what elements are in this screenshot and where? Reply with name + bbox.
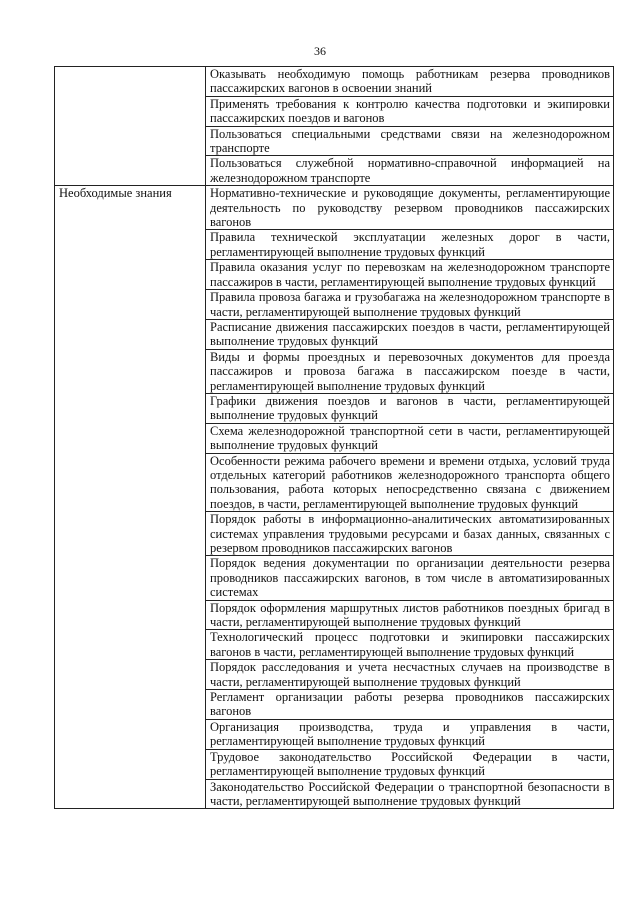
skill-row-text: Пользоваться служебной нормативно-справочной информацией на железнодорожном транспорте	[206, 156, 614, 186]
knowledge-row-text: Правила провоза багажа и грузобагажа на железнодорожном транспорте в части, регламентирующей выполнение трудовых функций	[206, 290, 614, 320]
skill-row-text: Оказывать необходимую помощь работникам резерва проводников пассажирских вагонов в освоении знаний	[206, 67, 614, 97]
skill-row-text: Применять требования к контролю качества подготовки и экипировки пассажирских поездов и вагонов	[206, 96, 614, 126]
page-number: 36	[314, 44, 326, 58]
knowledge-row-text: Порядок оформления маршрутных листов работников поездных бригад в части, регламентирующей выполнение трудовых функций	[206, 600, 614, 630]
knowledge-row-text: Порядок ведения документации по организации деятельности резерва проводников пассажирских вагонов, в том числе в автоматизированных системах	[206, 556, 614, 600]
knowledge-row-text: Схема железнодорожной транспортной сети в части, регламентирующей выполнение трудовых функций	[206, 423, 614, 453]
skill-row-text: Пользоваться специальными средствами связи на железнодорожном транспорте	[206, 126, 614, 156]
table-row	[55, 186, 614, 230]
knowledge-row-text: Порядок работы в информационно-аналитических автоматизированных системах управления трудовыми ресурсами и базах данных, связанных с резервом проводников пассажирских вагонов	[206, 512, 614, 556]
knowledge-row-text: Виды и формы проездных и перевозочных документов для проезда пассажиров и провоза багажа в пассажирском поезде в части, регламентирующей выполнение трудовых функций	[206, 349, 614, 393]
knowledge-row-text: Особенности режима рабочего времени и времени отдыха, условий труда отдельных категорий работников железнодорожного транспорта общего пользования, работа которых непосредственно связана с движением поездов, в части, регламентирующей выполнение трудовых функций	[206, 453, 614, 512]
knowledge-row-text: Правила оказания услуг по перевозкам на железнодорожном транспорте пассажиров в части, регламентирующей выполнение трудовых функций	[206, 260, 614, 290]
requirements-table	[54, 66, 614, 809]
table-row	[55, 67, 614, 97]
skills-label-cell	[55, 67, 206, 186]
knowledge-row-text: Трудовое законодательство Российской Федерации в части, регламентирующей выполнение трудовых функций	[206, 749, 614, 779]
knowledge-row-text: Законодательство Российской Федерации о транспортной безопасности в части, регламентирующей выполнение трудовых функций	[206, 779, 614, 809]
knowledge-row-text: Нормативно-технические и руководящие документы, регламентирующие деятельность по руководству резервом проводников пассажирских вагонов	[206, 186, 614, 230]
knowledge-row-text: Графики движения поездов и вагонов в части, регламентирующей выполнение трудовых функций	[206, 393, 614, 423]
knowledge-row-text: Расписание движения пассажирских поездов в части, регламентирующей выполнение трудовых функций	[206, 319, 614, 349]
knowledge-row-text: Организация производства, труда и управления в части, регламентирующей выполнение трудовых функций	[206, 719, 614, 749]
knowledge-row-text: Правила технической эксплуатации железных дорог в части, регламентирующей выполнение трудовых функций	[206, 230, 614, 260]
knowledge-row-text: Регламент организации работы резерва проводников пассажирских вагонов	[206, 690, 614, 720]
knowledge-row-text: Технологический процесс подготовки и экипировки пассажирских вагонов в части, регламентирующей выполнение трудовых функций	[206, 630, 614, 660]
knowledge-row-text: Порядок расследования и учета несчастных случаев на производстве в части, регламентирующей выполнение трудовых функций	[206, 660, 614, 690]
knowledge-label: Необходимые знания	[55, 186, 206, 809]
